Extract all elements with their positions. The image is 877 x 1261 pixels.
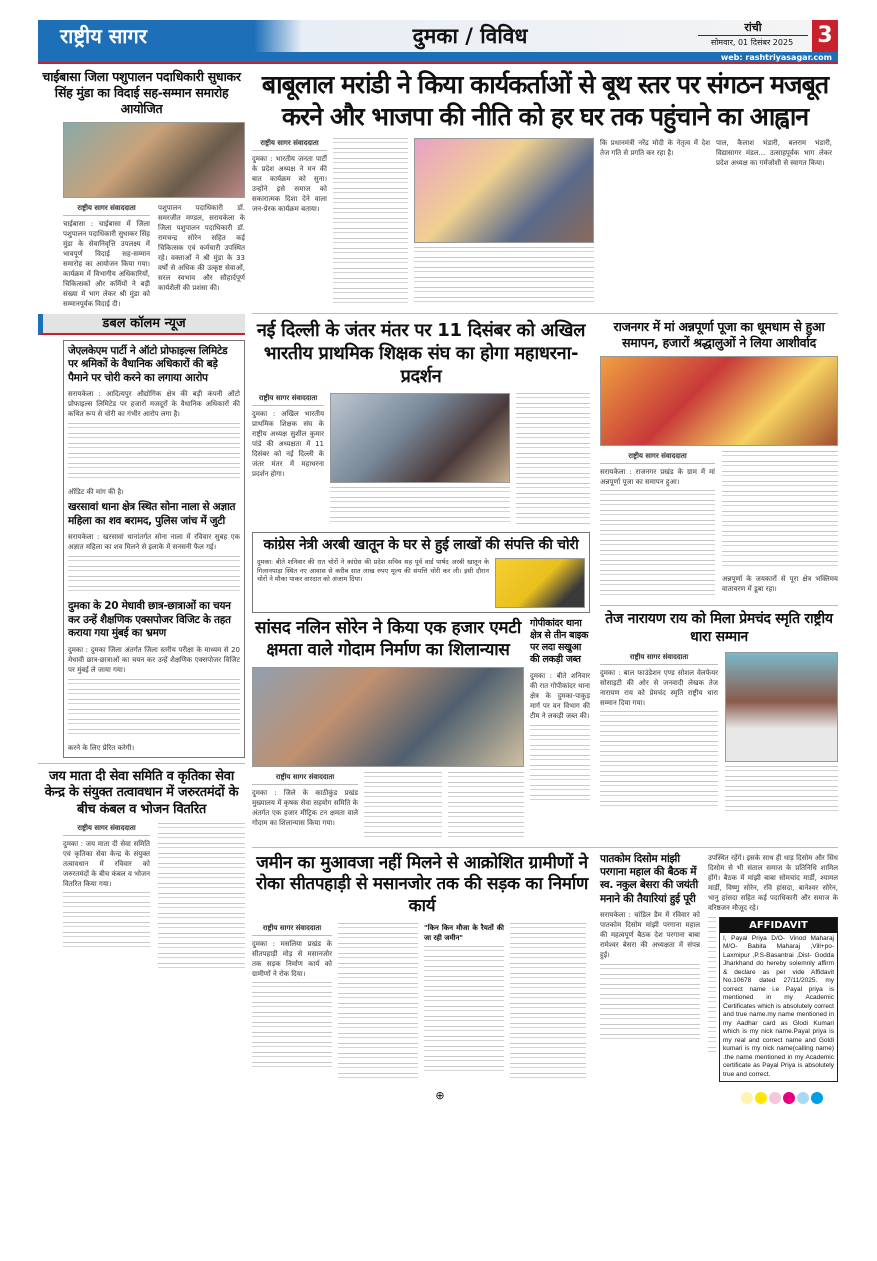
section-title: दुमका / विविध <box>412 24 528 48</box>
story-text-soren-2 <box>448 772 524 842</box>
headline-patkom: पातकोम दिसोम मांझी परगाना महाल की बैठक में स्व. नकुल बेसरा की जयंती मनाने की तैयारियां हुई पूरी <box>600 852 698 905</box>
headline-gopikandar: गोपीकांदर थाना क्षेत्र से तीन बाइक पर लदा सखुआ की लकड़ी जब्त <box>530 618 589 666</box>
headline-delhi: नई दिल्ली के जंतर मंतर पर 11 दिसंबर को अखिल भारतीय प्राथमिक शिक्षक संघ का होगा महाधरना-प्रदर्शन <box>256 320 586 388</box>
main-area <box>252 69 838 1083</box>
congress-story-box <box>252 532 590 613</box>
color-dot <box>797 1092 809 1104</box>
byline: राष्ट्रीय सागर संवाददाता <box>600 652 718 665</box>
story-text-gopikandar <box>530 725 590 805</box>
story-text-zameen-2 <box>338 923 418 1083</box>
byline: राष्ट्रीय सागर संवाददाता <box>252 138 327 151</box>
story-body-patkom: सरायकेला : चांडिल डैम में रविवार को पातकोम दिसोम मांझी परगाना महाल की महत्वपूर्ण बैठक देश परगाना बाबा रामेश्वर बेसरा की अध्यक्षता में संपन्न हुई। <box>600 911 700 960</box>
edition-date: सोमवार, 01 दिसंबर 2025 <box>710 38 794 47</box>
story-text-delhi <box>330 487 510 527</box>
story-text-jaymata <box>63 892 150 952</box>
story-text-kharsawan <box>68 556 240 596</box>
affidavit-text: I, Payal Priya D/O- Vinod Maharaj M/O- Babita Maharaj ,Vill+po- Laxmipur ,P.S-Basantrai ,Dist- Godda Jharkhand do hereby solemnly affirm & declare as per vide Affidavit No.10678 dated 27/11/2025. my correct name i.e Payal priya is mentioned in my Academic Certificates which is absolutely correct and true name.my name mentioned in my Aadhar card as Glodi Kumari which is my nick name.Payal priya is my real and correct name and Goldi kumari is my nick name(calling name) .the name mentioned in my Academic certificate as Payal Priya is absolutely true and correct. <box>723 934 834 1078</box>
color-registration-dots <box>740 1089 824 1108</box>
edition-city: रांची <box>698 21 808 36</box>
story-body-jaymata: दुमका : जय माता दी सेवा समिति एवं कृतिका सेवा केन्द्र के संयुक्त तत्वावधान में रविवार को जरुरतमंदों के बीच कंबल व भोजन वितरित किया गया। <box>63 840 150 889</box>
story-body-gopikandar: दुमका : बीते शनिवार की रात गोपीकांदर थाना क्षेत्र के दुमका-पाकुड़ मार्ग पर वन विभाग की टीम ने लकड़ी जब्त की। <box>530 671 590 720</box>
story-text-soren <box>364 772 442 842</box>
story-tail-jlkm: ऑडिट की मांग की है। <box>68 488 124 497</box>
story-tail-dumka-students: करने के लिए प्रेरित करेगी। <box>68 743 135 752</box>
headline-tej-narayan: तेज नारायण राय को मिला प्रेमचंद स्मृति राष्ट्रीय धारा सम्मान <box>605 611 833 645</box>
page-footer <box>38 1089 838 1105</box>
page-body <box>38 69 838 1083</box>
photo-chaibasa-felicitation <box>63 122 245 198</box>
website-link[interactable]: web: rashtriyasagar.com <box>720 53 832 62</box>
story-text-marandi-2 <box>414 247 594 307</box>
story-text-rajnagar-2 <box>722 451 838 571</box>
story-body-rajnagar: सरायकेला : राजनगर प्रखंड के ग्राम में मां अन्नपूर्णा पूजा का समापन हुआ। <box>600 468 715 486</box>
headline-soren: सांसद नलिन सोरेन ने किया एक हजार एमटी क्षमता वाले गोदाम निर्माण का शिलान्यास <box>255 618 521 660</box>
story-text-tej <box>600 711 718 811</box>
story-body-jlkm: सरायकेला : आदित्यपुर औद्योगिक क्षेत्र की बड़ी कंपनी ऑटो प्रोफाइल्स लिमिटेड पर हजारों मजदूरों के वैधानिक अधिकारों की कथित रूप से चोरी का गंभीर आरोप लगा है। <box>68 390 240 419</box>
story-body-tej: दुमका : बाल फाउंडेशन एण्ड सोशल वेलफेयर सोसाइटी की ओर से जनवादी लेखक तेज नारायण राय को प्रेमचंद स्मृति राष्ट्रीय धारा सम्मान दिया गया। <box>600 668 718 707</box>
color-dot <box>741 1092 753 1104</box>
story-text-zameen <box>252 982 332 1072</box>
headline-rajnagar: राजनगर में मां अन्नपूर्णा पूजा का धूमधाम से हुआ समापन, हजारों श्रद्धालुओं ने लिया आशीर्वाद <box>613 319 825 350</box>
byline: राष्ट्रीय सागर संवाददाता <box>63 823 150 836</box>
page-number: 3 <box>812 20 838 52</box>
masthead-area <box>38 20 838 64</box>
story-text-rajnagar <box>600 490 715 600</box>
headline-chaibasa: चाईबासा जिला पशुपालन पदाधिकारी सुधाकर सिंह मुंडा का विदाई सह-सम्मान समारोह आयोजित <box>42 69 241 116</box>
story-body-delhi: दुमका : अखिल भारतीय प्राथमिक शिक्षक संघ के राष्ट्रीय अध्यक्ष सुशील कुमार पांडे की अध्यक्षता में 11 दिसंबर को नई दिल्ली के जंतर मंतर में महाधरना प्रदर्शन होगा। <box>252 410 324 479</box>
headline-marandi: बाबूलाल मरांडी ने किया कार्यकर्ताओं से बूथ स्तर पर संगठन मजबूत करने और भाजपा की नीति को हर घर तक पहुंचाने का आह्वान <box>261 70 829 131</box>
affidavit-title: AFFIDAVIT <box>720 918 837 933</box>
byline: राष्ट्रीय सागर संवाददाता <box>252 923 332 936</box>
headline-dumka-students: दुमका के 20 मेधावी छात्र-छात्राओं का चयन कर उन्हें शैक्षणिक एक्सपोजर विजिट के तहत कराया गया मुंबई का भ्रमण <box>68 600 231 640</box>
byline: राष्ट्रीय सागर संवाददाता <box>252 393 324 406</box>
divider <box>600 605 838 606</box>
left-column <box>38 69 245 1083</box>
story-text-tej-2 <box>725 766 838 816</box>
color-dot <box>755 1092 767 1104</box>
color-dot <box>811 1092 823 1104</box>
headline-congress: कांग्रेस नेत्री अरबी खातून के घर से हुई लाखों की संपत्ति की चोरी <box>263 537 579 554</box>
story-text-zameen-4 <box>510 923 586 1083</box>
web-bar <box>38 52 838 64</box>
photo-godown-foundation <box>252 667 524 767</box>
subhead-zameen: "किन किन मौजा के रैयतों की जा रही जमीन" <box>424 923 504 942</box>
story-text-patkom <box>600 964 700 1044</box>
registration-mark: ⊕ <box>435 1088 445 1102</box>
divider <box>252 313 838 314</box>
divider <box>38 763 245 764</box>
story-body-marandi-cont: कि प्रधानमंत्री नरेंद्र मोदी के नेतृत्व में देश तेज गति से प्रगति कर रहा है। <box>600 139 710 157</box>
story-body-congress: दुमका: बीते शनिवार की रात चोरों ने कांग्रेस की प्रदेश सचिव सह पूर्व वार्ड पार्षद अरबी खातून के गिलानपाड़ा स्थित नए आवास से करीब सात लाख रुपए मूल्य की संपत्ति चोरी कर ली। इसी दौरान चोरों ने मौका पाकर वारदात को अंजाम दिया। <box>257 558 489 583</box>
story-body-chaibasa: चाईबासा : चाईबासा में जिला पशुपालन पदाधिकारी सुधाकर सिंह मुंडा के सेवानिवृत्ति उपलक्ष्य में भावपूर्ण विदाई सह-सम्मान समारोह का आयोजन किया गया। कार्यक्रम में विभागीय अधिकारियों, चिकित्सकों और कर्मियों ने बड़ी संख्या में भाग लेकर श्री मुंडा को सम्मानपूर्वक विदाई दी। <box>63 220 150 308</box>
story-body-soren: दुमका : जिले के काठीकुंड प्रखंड मुख्यालय में कृषक सेवा सहयोग समिति के अंतर्गत एक हजार मीट्रिक टन क्षमता वाले गोदाम का शिलान्यास किया गया। <box>252 788 358 827</box>
story-tail-rajnagar: अन्नपूर्णा के जयकारों से पूरा क्षेत्र भक्तिमय वातावरण में डूबा रहा। <box>722 575 838 593</box>
story-names-marandi: पाल, कैलाश भंडारी, बलराम भंडारी, विद्यासागर मंडल... उत्साहपूर्वक भाग लेकर प्रदेश अध्यक्ष का गर्मजोशी से स्वागत किया। <box>716 139 832 167</box>
byline: राष्ट्रीय सागर संवाददाता <box>252 772 358 785</box>
double-column-news-banner: डबल कॉलम न्यूज <box>38 314 245 335</box>
story-text-jlkm <box>68 423 240 483</box>
story-body-dumka-students: दुमका : दुमका जिला अंतर्गत जिला स्तरीय परीक्षा के माध्यम से 20 मेधावी छात्र-छात्राओं का चयन कर उन्हें शैक्षणिक एक्सपोजर विजिट पर मुंबई ले जाया गया। <box>68 645 240 674</box>
story-text-jaymata-2 <box>158 823 245 973</box>
story-body-kharsawan: सरायकेला : खरसावां थानांतर्गत सोना नाला में रविवार सुबह एक अज्ञात महिला का शव मिलने से इलाके में सनसनी फैल गई। <box>68 533 240 552</box>
story-body-chaibasa-cont: पशुपालन पदाधिकारी डॉ. समरजीत मण्डल, सरायकेला के जिला पशुपालन पदाधिकारी डॉ. रामचन्द्र सोरेन सहित कई चिकित्सक एवं कर्मचारी उपस्थित रहे। वक्ताओं ने श्री मुंडा के 33 वर्षों से अधिक की उत्कृष्ट सेवाओं, सरल स्वभाव और सौहार्दपूर्ण कार्यशैली की प्रशंसा की। <box>158 204 245 292</box>
headline-zameen: जमीन का मुआवजा नहीं मिलने से आक्रोशित ग्रामीणों ने रोका सीतपहाड़ी से मसानजोर तक की सड़क का निर्माण कार्य <box>256 852 588 916</box>
headline-kharsawan: खरसावां थाना क्षेत्र स्थित सोना नाला से अज्ञात महिला का शव बरामद, पुलिस जांच में जुटी <box>68 501 236 527</box>
photo-theft-house <box>495 558 585 608</box>
color-dot <box>769 1092 781 1104</box>
affidavit-ad <box>719 917 838 1083</box>
story-text-dumka-students <box>68 679 240 739</box>
story-text-patkom-2 <box>708 917 716 1057</box>
photo-tej-narayan-rai <box>725 652 838 762</box>
story-body-patkom-cont: उपस्थित रहेंगे। इसके साथ ही धाड़ दिसोम और सिंध दिसोम से भी संताल समाज के प्रतिनिधि शामिल होंगे। बैठक में मांझी बाबा सोमचांद मार्डी, श्यामल मार्डी, विष्णु सोरेन, रवि हांसदा, बानेश्वर सोरेन, भानु हांसदा सहित कई पदाधिकारी और समाज के वरिष्ठजन मौजूद रहे। <box>708 853 838 912</box>
byline: राष्ट्रीय सागर संवाददाता <box>600 451 715 464</box>
story-text-marandi <box>333 138 408 308</box>
headline-jaymata: जय माता दी सेवा समिति व कृतिका सेवा केन्द्र के संयुक्त तत्वावधान में जरुरतमंदों के बीच कंबल व भोजन वितरित <box>44 768 239 817</box>
headline-jlkm: जेएलकेएम पार्टी ने ऑटो प्रोफाइल्स लिमिटेड पर श्रमिकों के वैधानिक अधिकारों की बड़े पैमाने पर चोरी करने का लगाया आरोप <box>68 345 228 384</box>
photo-annapurna-puja <box>600 356 838 446</box>
photo-teachers-meeting <box>330 393 510 483</box>
double-column-box <box>63 340 245 758</box>
story-text-zameen-3 <box>424 946 504 1076</box>
photo-marandi-event <box>414 138 594 243</box>
divider <box>252 847 838 848</box>
paper-name: राष्ट्रीय सागर <box>60 24 147 48</box>
story-body-marandi: दुमका : भारतीय जनता पार्टी के प्रदेश अध्यक्ष ने मन की बात कार्यक्रम को सुना। उन्होंने इसे समाज को सकारात्मक दिशा देने वाला जन-प्रेरक कार्यक्रम बताया। <box>252 155 327 213</box>
story-text-delhi-2 <box>516 393 590 527</box>
byline: राष्ट्रीय सागर संवाददाता <box>63 203 150 216</box>
story-body-zameen: दुमका : मसलिया प्रखंड के सीतपहाड़ी मोड़ से मसानजोर तक सड़क निर्माण कार्य को ग्रामीणों ने रोक दिया। <box>252 939 332 978</box>
color-dot <box>783 1092 795 1104</box>
